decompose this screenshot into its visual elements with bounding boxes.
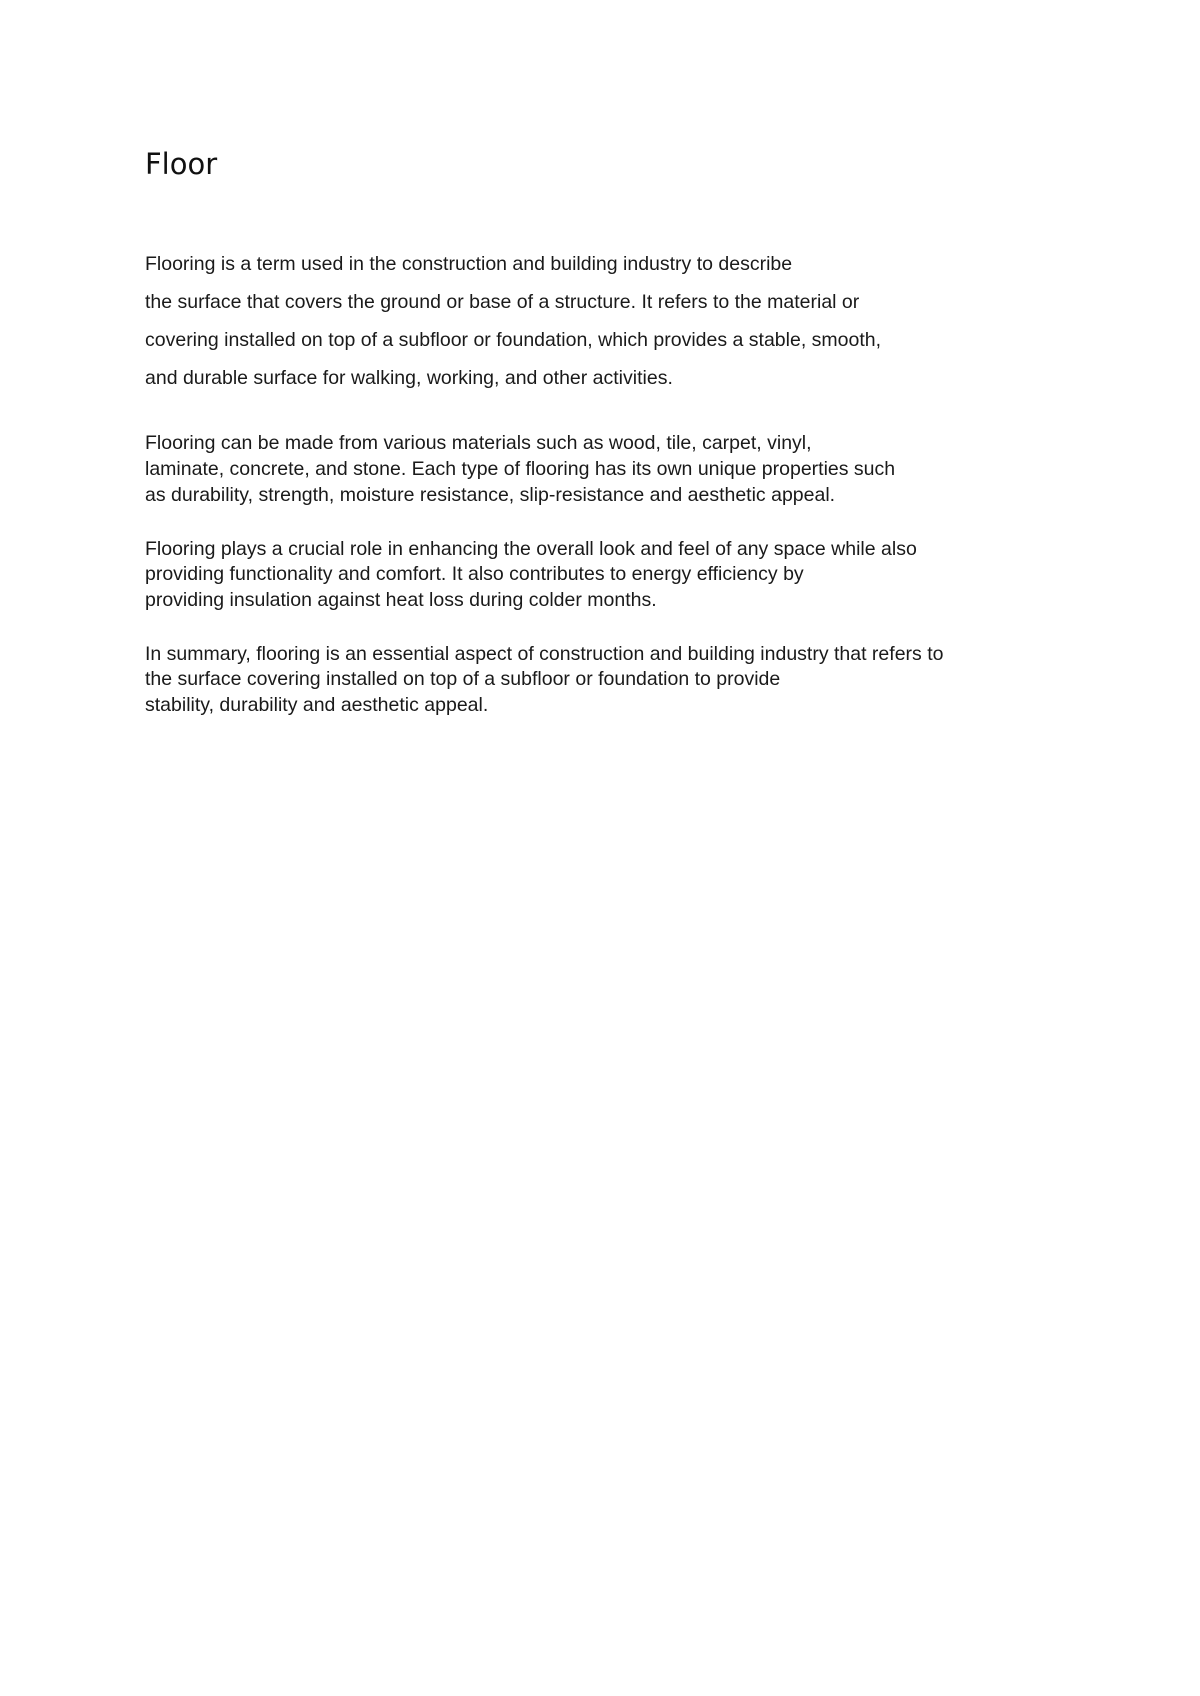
paragraph-line: the surface that covers the ground or base of a structure. It refers to the material or bbox=[145, 291, 860, 313]
paragraph-line: covering installed on top of a subfloor or foundation, which provides a stable, smooth, bbox=[145, 329, 882, 351]
paragraph-line: providing insulation against heat loss during colder months. bbox=[145, 589, 657, 611]
paragraph-line: Flooring plays a crucial role in enhancing the overall look and feel of any space while also bbox=[145, 538, 917, 560]
paragraph-line: laminate, concrete, and stone. Each type of flooring has its own unique properties such bbox=[145, 458, 896, 480]
paragraph-line: as durability, strength, moisture resistance, slip-resistance and aesthetic appeal. bbox=[145, 484, 836, 506]
paragraph-line: providing functionality and comfort. It also contributes to energy efficiency by bbox=[145, 563, 804, 585]
paragraph-line: the surface covering installed on top of a subfloor or foundation to provide bbox=[145, 668, 781, 690]
paragraph-line: stability, durability and aesthetic appeal. bbox=[145, 694, 489, 716]
paragraph-line: Flooring can be made from various materials such as wood, tile, carpet, vinyl, bbox=[145, 432, 812, 454]
paragraph-line: In summary, flooring is an essential aspect of construction and building industry that refers to bbox=[145, 643, 944, 665]
document-title: Floor bbox=[145, 147, 218, 181]
paragraph-line: and durable surface for walking, working, and other activities. bbox=[145, 367, 673, 389]
paragraph-line: Flooring is a term used in the construction and building industry to describe bbox=[145, 253, 793, 275]
